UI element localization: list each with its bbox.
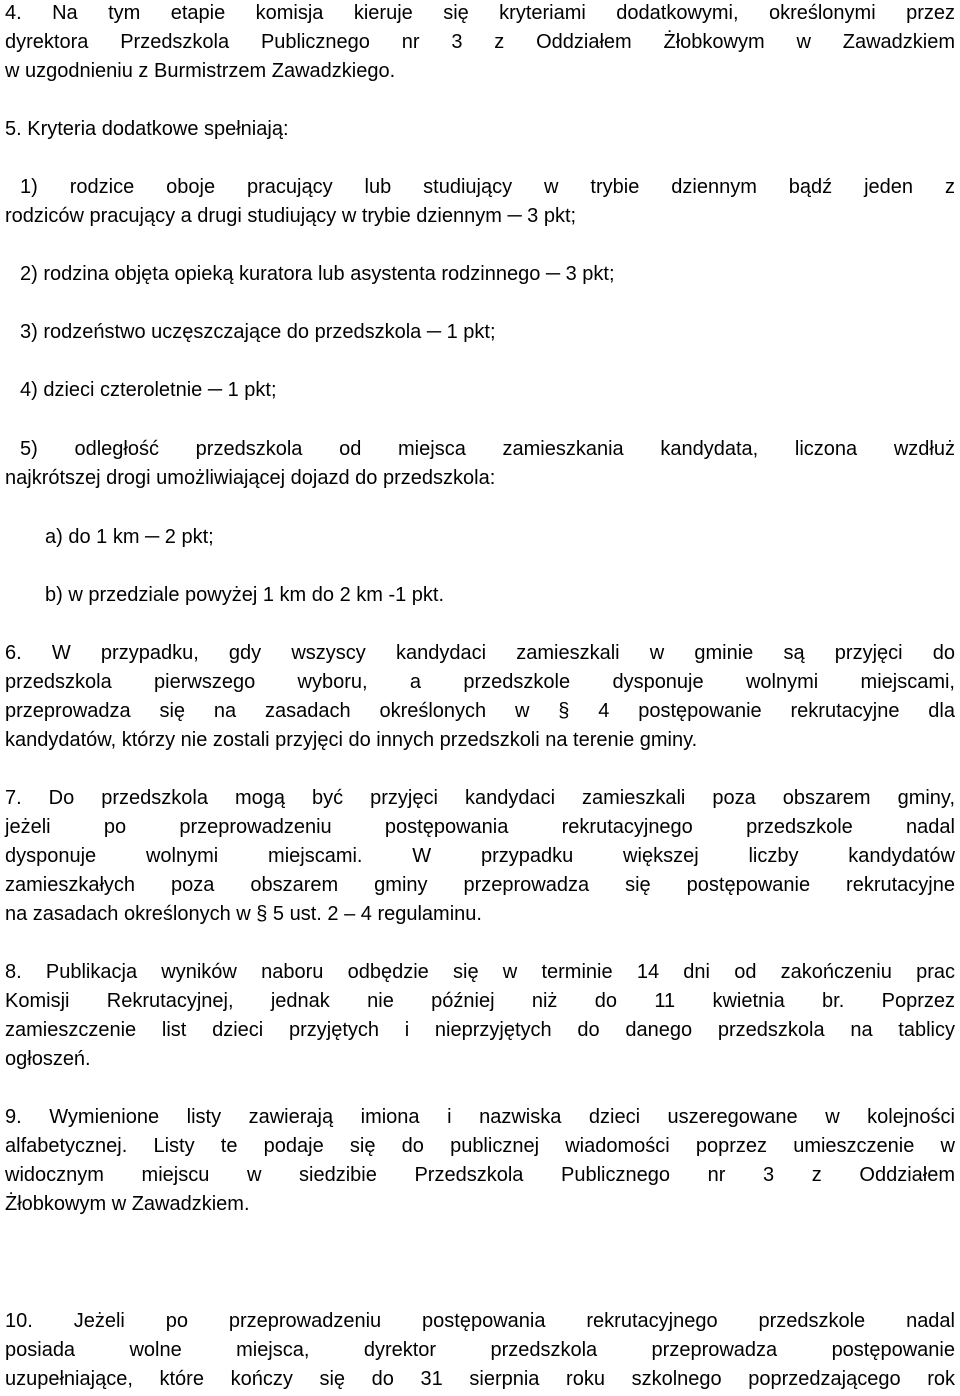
text-line: najkrótszej drogi umożliwiającej dojazd do przedszkola: bbox=[5, 467, 496, 489]
criterion-3: 3) rodzeństwo uczęszczające do przedszkola ─ 1 pkt; bbox=[20, 321, 496, 343]
criterion-4: 4) dzieci czteroletnie ─ 1 pkt; bbox=[20, 379, 277, 401]
text-line: ogłoszeń. bbox=[5, 1048, 91, 1070]
text-line: zamieszkałych poza obszarem gminy przeprowadza się postępowanie rekrutacyjne bbox=[5, 874, 955, 896]
text-line: na zasadach określonych w § 5 ust. 2 – 4 regulaminu. bbox=[5, 903, 482, 925]
text-line: w uzgodnieniu z Burmistrzem Zawadzkiego. bbox=[5, 60, 396, 82]
text-line: Komisji Rekrutacyjnej, jednak nie później niż do 11 kwietnia br. Poprzez bbox=[5, 990, 955, 1012]
criterion-2: 2) rodzina objęta opieką kuratora lub asystenta rodzinnego ─ 3 pkt; bbox=[20, 263, 615, 285]
text-line: alfabetycznej. Listy te podaje się do publicznej wiadomości poprzez umieszczenie w bbox=[5, 1135, 955, 1157]
text-line: 6. W przypadku, gdy wszyscy kandydaci zamieszkali w gminie są przyjęci do bbox=[5, 642, 955, 664]
text-line: rodziców pracujący a drugi studiujący w trybie dziennym ─ 3 pkt; bbox=[5, 205, 577, 227]
text-line: dyrektora Przedszkola Publicznego nr 3 z Oddziałem Żłobkowym w Zawadzkiem bbox=[5, 31, 955, 53]
criterion-5a: a) do 1 km ─ 2 pkt; bbox=[45, 526, 214, 548]
text-line: 8. Publikacja wyników naboru odbędzie się w terminie 14 dni od zakończeniu prac bbox=[5, 961, 955, 983]
text-line: 1) rodzice oboje pracujący lub studiujący w trybie dziennym bądź jeden z bbox=[20, 176, 955, 198]
text-line: 7. Do przedszkola mogą być przyjęci kandydaci zamieszkali poza obszarem gminy, bbox=[5, 787, 955, 809]
text-line: 9. Wymienione listy zawierają imiona i nazwiska dzieci uszeregowane w kolejności bbox=[5, 1106, 955, 1128]
text-line: dysponuje wolnymi miejscami. W przypadku większej liczby kandydatów bbox=[5, 845, 955, 867]
paragraph-5-heading: 5. Kryteria dodatkowe spełniają: bbox=[5, 118, 289, 140]
criterion-5b: b) w przedziale powyżej 1 km do 2 km -1 pkt. bbox=[45, 584, 445, 606]
text-line: widocznym miejscu w siedzibie Przedszkola Publicznego nr 3 z Oddziałem bbox=[5, 1164, 955, 1186]
text-line: zamieszczenie list dzieci przyjętych i nieprzyjętych do danego przedszkola na tablicy bbox=[5, 1019, 955, 1041]
text-line: 4. Na tym etapie komisja kieruje się kryteriami dodatkowymi, określonymi przez bbox=[5, 2, 955, 24]
text-line: przedszkola pierwszego wyboru, a przedszkole dysponuje wolnymi miejscami, bbox=[5, 671, 955, 693]
text-line: 10. Jeżeli po przeprowadzeniu postępowania rekrutacyjnego przedszkole nadal bbox=[5, 1310, 955, 1332]
text-line: przeprowadza się na zasadach określonych w § 4 postępowanie rekrutacyjne dla bbox=[5, 700, 955, 722]
text-line: 5) odległość przedszkola od miejsca zamieszkania kandydata, liczona wzdłuż bbox=[20, 438, 955, 460]
text-line: kandydatów, którzy nie zostali przyjęci do innych przedszkoli na terenie gminy. bbox=[5, 729, 698, 751]
text-line: Żłobkowym w Zawadzkiem. bbox=[5, 1193, 250, 1215]
text-line: uzupełniające, które kończy się do 31 sierpnia roku szkolnego poprzedzającego rok bbox=[5, 1368, 955, 1390]
text-line: jeżeli po przeprowadzeniu postępowania rekrutacyjnego przedszkole nadal bbox=[5, 816, 955, 838]
text-line: posiada wolne miejsca, dyrektor przedszkola przeprowadza postępowanie bbox=[5, 1339, 955, 1361]
